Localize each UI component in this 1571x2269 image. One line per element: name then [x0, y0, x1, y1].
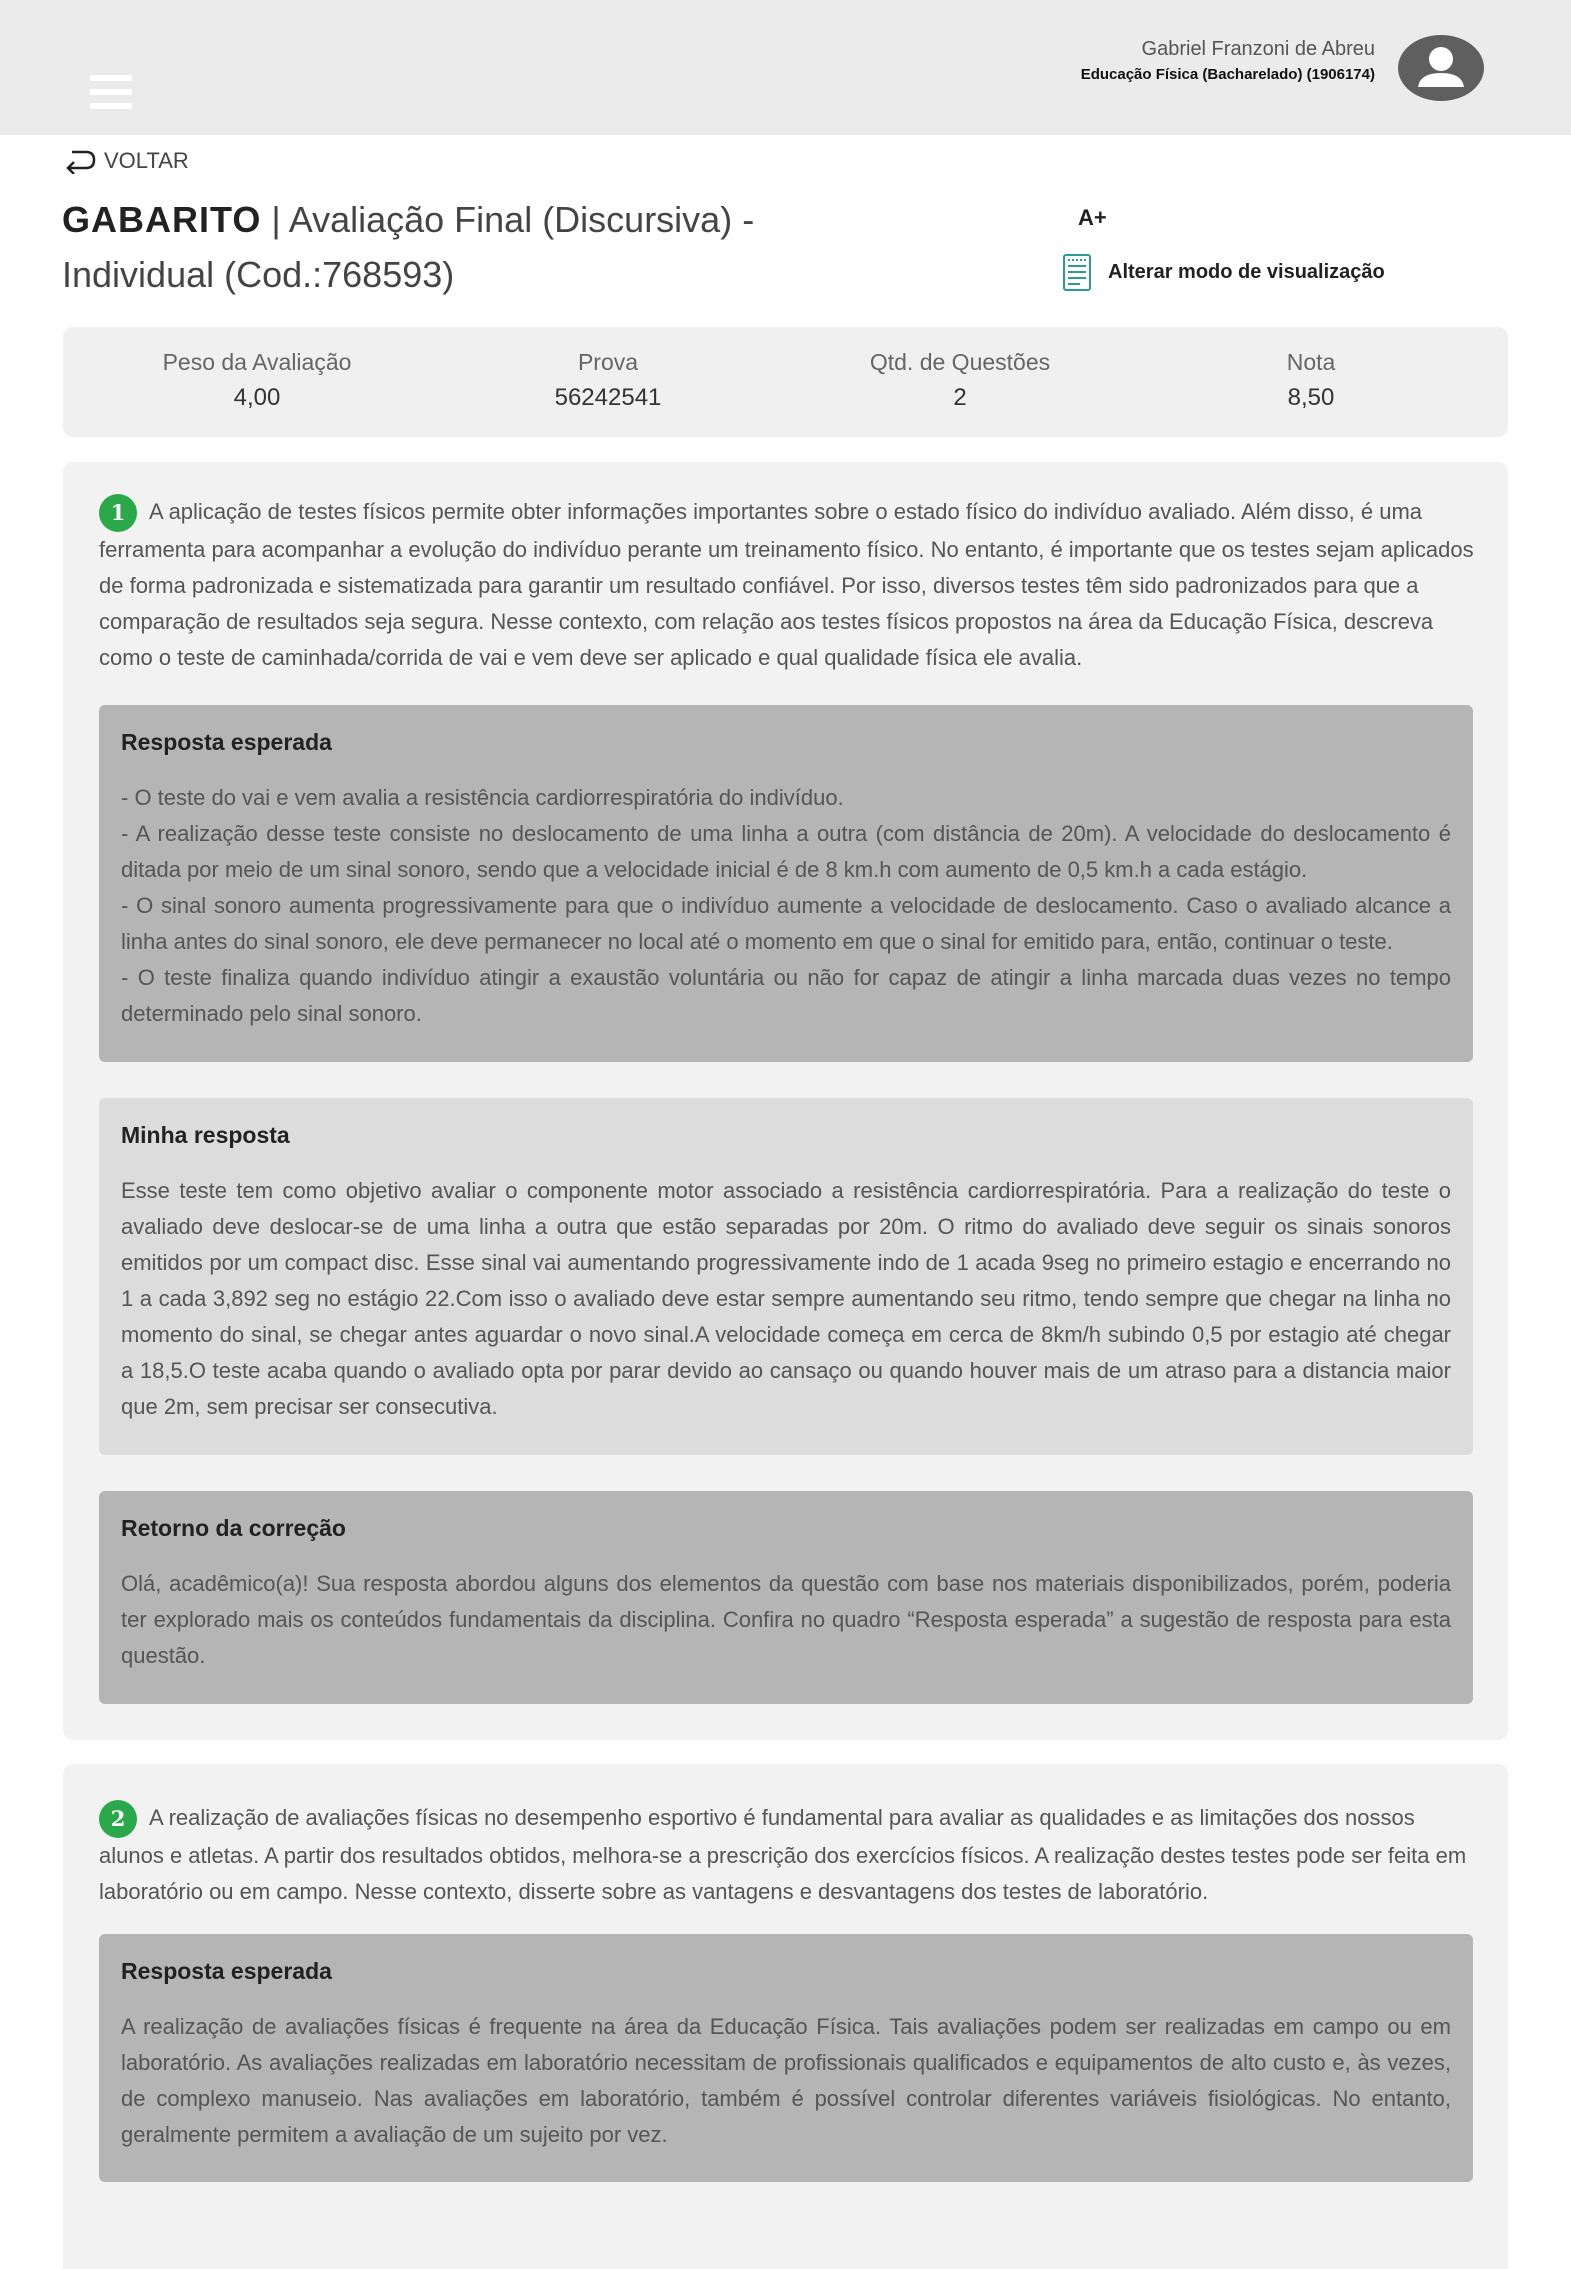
question-card-1: [63, 462, 1508, 1740]
view-mode-label: Alterar modo de visualização: [1108, 260, 1385, 283]
summary-label: Qtd. de Questões: [869, 349, 1051, 375]
page-title-rest: | Avaliação Final (Discursiva) - Individual (Cod.:768593): [62, 199, 755, 295]
font-size-button[interactable]: A+: [1078, 205, 1107, 230]
summary-weight: [107, 349, 407, 412]
feedback-text: Olá, acadêmico(a)! Sua resposta abordou alguns dos elementos da questão com base nos materiais disponibilizados, porém, poderia ter explorado mais os conteúdos fundamentais da disciplina. Confira no quadro “Resposta esperada” a sugestão de resposta para esta questão.: [121, 1571, 1451, 1668]
expected-answer-line: - O teste finaliza quando indivíduo atingir a exaustão voluntária ou não for capaz de atingir a linha marcada duas vezes no tempo determinado pelo sinal sonoro.: [121, 965, 1451, 1026]
expected-answer-line: - O sinal sonoro aumenta progressivamente para que o indivíduo aumente a velocidade de deslocamento. Caso o avaliado alcance a linha antes do sinal sonoro, ele deve permanecer no local até o momento em que o sinal for emitido para, então, continuar o teste.: [121, 893, 1451, 954]
question-statement: A realização de avaliações físicas no desempenho esportivo é fundamental para avaliar as qualidades e as limitações dos nossos alunos e atletas. A partir dos resultados obtidos, melhora-se a prescrição dos exercícios físicos. A realização destes testes pode ser feita em laboratório ou em campo. Nesse contexto, disserte sobre as vantagens e desvantagens dos testes de laboratório.: [99, 1805, 1467, 1905]
back-label: VOLTAR: [104, 148, 189, 173]
top-bar: [0, 0, 1571, 135]
summary-value: 2: [953, 384, 967, 411]
user-avatar-icon[interactable]: [1398, 35, 1484, 101]
my-answer-text: Esse teste tem como objetivo avaliar o componente motor associado a resistência cardiorrespiratória. Para a realização do teste o avaliado deve deslocar-se de uma linha a outra que estão separadas por 20m. O ritmo do avaliado deve seguir os sinais sonoros emitidos por um compact disc. Esse sinal vai aumentando progressivamente indo de 1 acada 9seg no primeiro estagio e encerrando no 1 a cada 3,892 seg no estágio 22.Com isso o avaliado deve estar sempre aumentando seu ritmo, tendo sempre que chegar na linha no momento do sinal, se chegar antes aguardar o novo sinal.A velocidade começa em cerca de 8km/h subindo 0,5 por estagio até chegar a 18,5.O teste acaba quando o avaliado opta por parar devido ao cansaço ou quando houver mais de um atraso para a distancia maior que 2m, sem precisar ser consecutiva.: [121, 1178, 1451, 1419]
summary-value: 4,00: [233, 384, 281, 411]
summary-label: Nota: [1286, 349, 1336, 375]
page-title: [62, 192, 882, 302]
back-link[interactable]: [64, 148, 189, 174]
question-number-badge: 1: [99, 494, 137, 532]
question-text: [99, 1800, 1474, 1910]
expected-answer-panel: [99, 1934, 1473, 2182]
feedback-title: Retorno da correção: [121, 1515, 346, 1541]
return-arrow-icon: [64, 148, 98, 174]
document-icon: [1062, 252, 1092, 292]
question-card-2: [63, 1764, 1508, 2269]
my-answer-panel: [99, 1098, 1473, 1455]
question-number-badge: 2: [99, 1800, 137, 1838]
summary-label: Peso da Avaliação: [162, 349, 352, 375]
expected-answer-line: - A realização desse teste consiste no deslocamento de uma linha a outra (com distância de 20m). A velocidade do deslocamento é ditada por meio de um sinal sonoro, sendo que a velocidade inicial é de 8 km.h com aumento de 0,5 km.h a cada estágio.: [121, 821, 1451, 882]
summary-questions: [810, 349, 1110, 412]
expected-answer-panel: [99, 705, 1473, 1062]
view-mode-button[interactable]: [1062, 252, 1385, 292]
summary-exam: [458, 349, 758, 412]
page-title-bold: GABARITO: [62, 199, 262, 240]
expected-answer-title: Resposta esperada: [121, 1958, 332, 1984]
summary-label: Prova: [577, 349, 639, 375]
user-course: Educação Física (Bacharelado) (1906174): [1080, 66, 1375, 83]
user-name: Gabriel Franzoni de Abreu: [1141, 38, 1375, 60]
my-answer-title: Minha resposta: [121, 1122, 290, 1148]
question-text: [99, 494, 1474, 676]
expected-answer-line: - O teste do vai e vem avalia a resistência cardiorrespiratória do indivíduo.: [121, 785, 844, 810]
summary-value: 8,50: [1287, 384, 1335, 411]
question-statement: A aplicação de testes físicos permite obter informações importantes sobre o estado físico do indivíduo avaliado. Além disso, é uma ferramenta para acompanhar a evolução do indivíduo perante um treinamento físico. No entanto, é importante que os testes sejam aplicados de forma padronizada e sistematizada para garantir um resultado confiável. Por isso, diversos testes têm sido padronizados para que a comparação de resultados seja segura. Nesse contexto, com relação aos testes físicos propostos na área da Educação Física, descreva como o teste de caminhada/corrida de vai e vem deve ser aplicado e qual qualidade física ele avalia.: [99, 499, 1474, 671]
expected-answer-text: A realização de avaliações físicas é frequente na área da Educação Física. Tais avaliações podem ser realizadas em campo ou em laboratório. As avaliações realizadas em laboratório necessitam de profissionais qualificados e equipamentos de alto custo e, às vezes, de complexo manuseio. Nas avaliações em laboratório, também é possível controlar diferentes variáveis fisiológicas. No entanto, geralmente permitem a avaliação de um sujeito por vez.: [121, 2014, 1451, 2147]
summary-grade: [1161, 349, 1461, 412]
expected-answer-title: Resposta esperada: [121, 729, 332, 755]
summary-value: 56242541: [554, 384, 662, 411]
exam-summary: [63, 327, 1508, 437]
hamburger-icon[interactable]: [90, 75, 132, 109]
feedback-panel: [99, 1491, 1473, 1704]
